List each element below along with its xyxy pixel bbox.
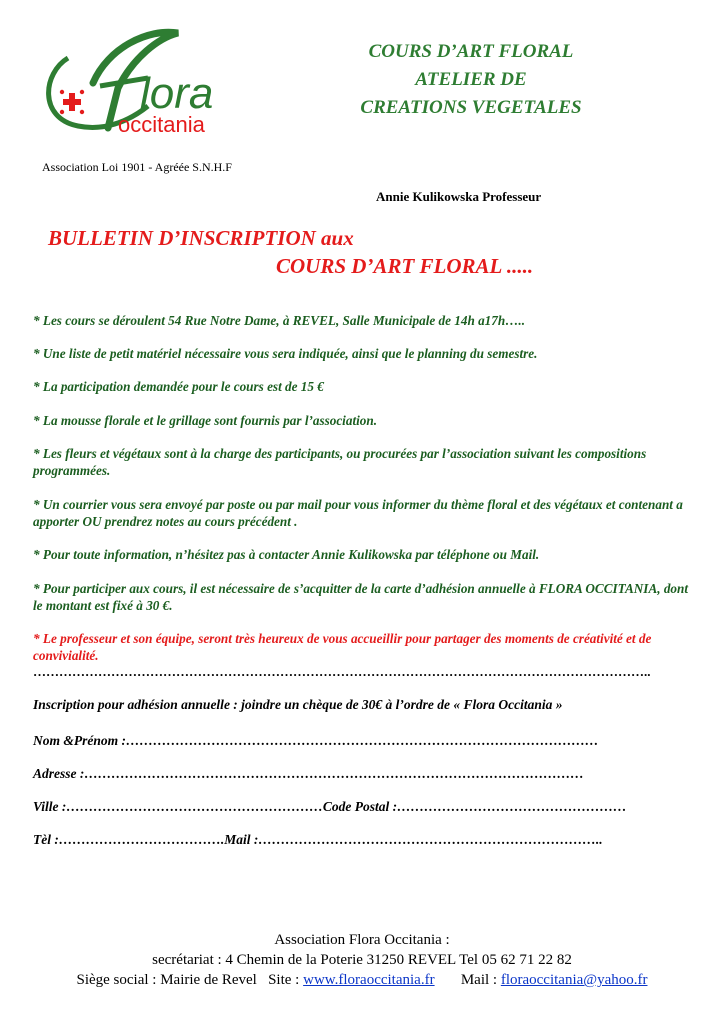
flora-occitania-logo (38, 28, 253, 148)
mail-link[interactable]: floraoccitania@yahoo.fr (500, 972, 648, 988)
bulletin-title-line-2: COURS D’ART FLORAL ..... (276, 254, 534, 278)
professor-line: Annie Kulikowska Professeur (376, 189, 542, 204)
site-link[interactable]: www.floraoccitania.fr (303, 972, 435, 988)
logo-graphic (38, 28, 253, 148)
logo-word-occitania: occitania (118, 112, 205, 137)
info-item: * Un courrier vous sera envoyé par poste ou par mail pour vous informer du thème floral et des végétaux et contenant a apporter OU prendrez notes au cours précédent . (33, 497, 683, 529)
info-item-welcome: * Le professeur et son équipe, seront très heureux de vous accueillir pour partager des moments de créativité et de convivialité. (33, 631, 652, 663)
name-field: Nom &Prénom :…………………………………………………………………………………………… (33, 733, 599, 748)
phone-mail-field: Tèl :……………………………….Mail :………………………………………………………………….. (33, 832, 603, 847)
logo-word-lora: lora (140, 69, 214, 118)
course-title (315, 38, 627, 122)
city-postal-field: Ville :…………………………………………………Code Postal :…………………………………………… (33, 799, 627, 814)
title-line-1: COURS D’ART FLORAL (368, 41, 574, 62)
footer-secretariat: secrétariat : 4 Chemin de la Poterie 31250 REVEL Tel 05 62 71 22 82 (152, 952, 572, 968)
info-item: * Les cours se déroulent 54 Rue Notre Dame, à REVEL, Salle Municipale de 14h a17h….. (33, 313, 525, 328)
title-line-2: ATELIER DE (415, 69, 527, 90)
info-item: * Une liste de petit matériel nécessaire vous sera indiquée, ainsi que le planning du semestre. (33, 346, 538, 361)
separator-line: …………………………………………………………………………………………………………………………….. (33, 664, 651, 679)
info-item: * Pour toute information, n’hésitez pas à contacter Annie Kulikowska par téléphone ou Mail. (33, 547, 540, 562)
occitan-cross-icon (60, 90, 84, 114)
footer-siege: Siège social : Mairie de Revel Site : (76, 972, 304, 988)
info-item: * La participation demandée pour le cours est de 15 € (33, 379, 324, 394)
info-item: * Les fleurs et végétaux sont à la charge des participants, ou procurées par l’association suivant les compositions programmées. (33, 446, 647, 478)
info-item: * Pour participer aux cours, il est nécessaire de s’acquitter de la carte d’adhésion annuelle à FLORA OCCITANIA, dont le montant est fixé à 30 €. (33, 581, 689, 613)
membership-intro: Inscription pour adhésion annuelle : joindre un chèque de 30€ à l’ordre de « Flora Occitania » (33, 697, 563, 712)
title-line-3: CREATIONS VEGETALES (360, 97, 582, 118)
address-field: Adresse :………………………………………………………………………………………………… (33, 766, 584, 781)
association-line: Association Loi 1901 - Agréée S.N.H.F (42, 160, 232, 174)
info-item: * La mousse florale et le grillage sont fournis par l’association. (33, 413, 377, 428)
bulletin-title-line-1: BULLETIN D’INSCRIPTION aux (48, 226, 354, 250)
footer-mail-label: Mail : (434, 972, 501, 988)
footer-contact (0, 970, 724, 990)
footer-association: Association Flora Occitania : (274, 932, 450, 948)
